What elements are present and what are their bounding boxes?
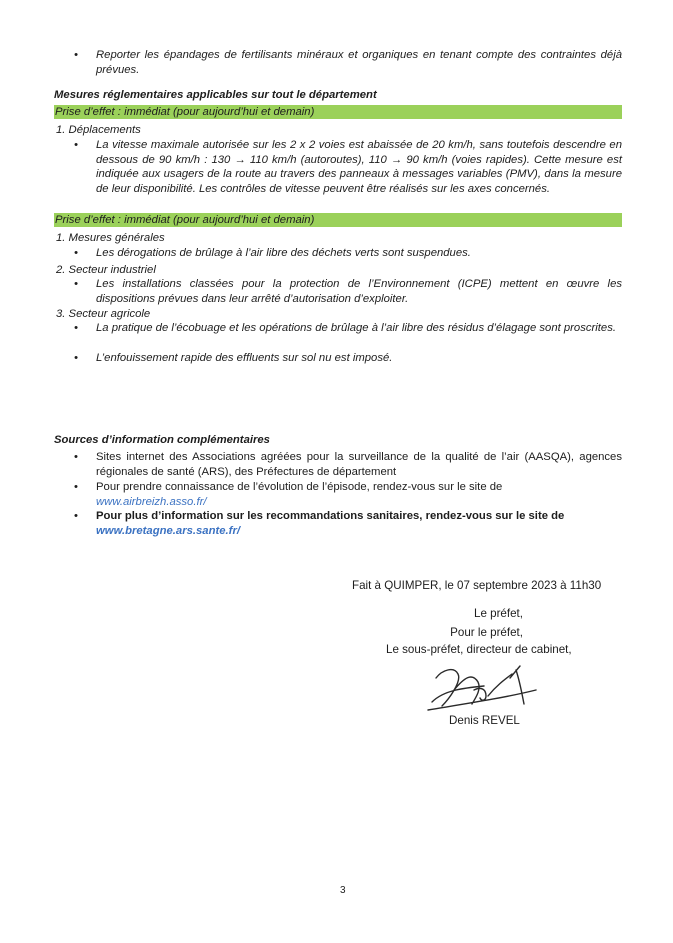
- list-item: [74, 351, 622, 366]
- bullet: •: [74, 481, 78, 493]
- bullet: •: [74, 322, 78, 334]
- airbreizh-link[interactable]: www.airbreizh.asso.fr/: [96, 495, 207, 508]
- bullet: •: [74, 247, 78, 259]
- handwritten-signature: [424, 660, 542, 712]
- ars-bretagne-link[interactable]: www.bretagne.ars.sante.fr/: [96, 524, 240, 537]
- list-item-text: Reporter les épandages de fertilisants minéraux et organiques en tenant compte des contraintes déjà prévues.: [96, 49, 622, 76]
- subsection-title: 1. Mesures générales: [56, 232, 165, 244]
- signatory-name: Denis REVEL: [449, 714, 520, 727]
- signatory-title: Le préfet,: [474, 607, 523, 620]
- section-heading: Mesures réglementaires applicables sur tout le département: [54, 89, 377, 101]
- list-item-text: Sites internet des Associations agréées pour la surveillance de la qualité de l’air (AASQA), agences régionales de santé (ARS), des Préfectures de département: [96, 451, 622, 478]
- list-item: [74, 321, 622, 351]
- list-item-text: L’enfouissement rapide des effluents sur sol nu est imposé.: [96, 352, 393, 364]
- effect-banner: Prise d’effet : immédiat (pour aujourd’hui et demain): [54, 105, 622, 119]
- signing-date: Fait à QUIMPER, le 07 septembre 2023 à 11h30: [352, 579, 602, 592]
- list-item: [74, 480, 622, 510]
- subsection-title: 2. Secteur industriel: [56, 264, 156, 276]
- signatory-title: Le sous-préfet, directeur de cabinet,: [386, 643, 572, 656]
- page-number: 3: [340, 885, 346, 896]
- list-item-text: Pour prendre connaissance de l’évolution de l’épisode, rendez-vous sur le site de: [96, 481, 503, 493]
- subsection-title: 1. Déplacements: [56, 124, 141, 136]
- list-item: [74, 48, 622, 78]
- list-item-text: La vitesse maximale autorisée sur les 2 x 2 voies est abaissée de 20 km/h, sans toutefois descendre en dessous de 90 km/h : 130 → 110 km/h (autoroutes), 110 → 90 km/h (voies rapides). Cette mesure est indiquée aux usagers de la route au travers des panneaux à messages variables (PMV), dans la mesure de leur disponibilité. Les contrôles de vitesse peuvent être réalisés sur les axes concernés.: [96, 139, 622, 195]
- section-heading: Sources d’information complémentaires: [54, 434, 270, 446]
- bullet: •: [74, 451, 78, 463]
- list-item-text: La pratique de l’écobuage et les opérations de brûlage à l’air libre des résidus d’élagage sont proscrites.: [96, 322, 616, 334]
- bullet: •: [74, 49, 78, 61]
- list-item: [74, 509, 622, 539]
- list-item-text: Les dérogations de brûlage à l’air libre des déchets verts sont suspendues.: [96, 247, 471, 259]
- list-item-text: Les installations classées pour la protection de l’Environnement (ICPE) mettent en œuvre les dispositions prévues dans leur arrêté d’autorisation d’exploiter.: [96, 278, 622, 305]
- bullet: •: [74, 352, 78, 364]
- list-item-text: Pour plus d’information sur les recommandations sanitaires, rendez-vous sur le site de: [96, 510, 565, 522]
- bullet: •: [74, 139, 78, 151]
- bullet: •: [74, 278, 78, 290]
- list-item: [74, 246, 622, 261]
- signatory-title: Pour le préfet,: [450, 626, 523, 639]
- list-item: [74, 277, 622, 307]
- subsection-title: 3. Secteur agricole: [56, 308, 151, 320]
- list-item: [74, 138, 622, 198]
- effect-banner: Prise d’effet : immédiat (pour aujourd’hui et demain): [54, 213, 622, 227]
- bullet: •: [74, 510, 78, 522]
- list-item: [74, 450, 622, 480]
